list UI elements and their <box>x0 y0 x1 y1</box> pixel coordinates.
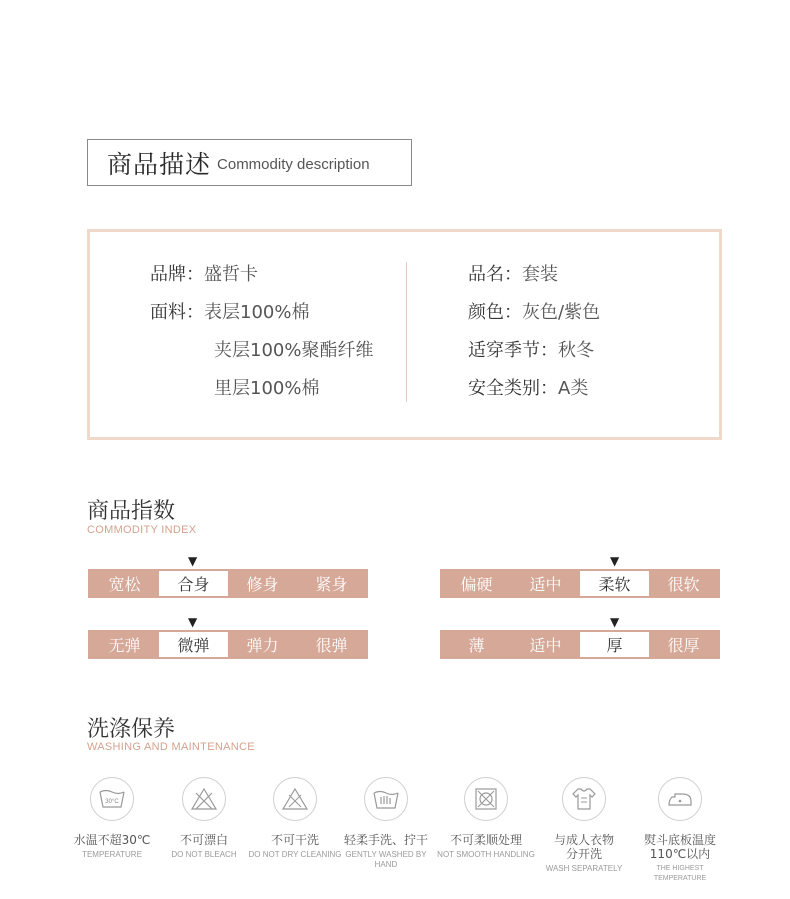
elasticity-indicator-icon: ▼ <box>188 615 198 629</box>
no-bleach-icon <box>182 777 226 821</box>
safety-value: A类 <box>558 378 589 399</box>
thickness-option: 厚 <box>580 632 649 657</box>
no-tumble-label-cn: 不可柔顺处理 <box>449 833 522 847</box>
elasticity-bar <box>88 630 368 659</box>
safety-row <box>468 370 600 408</box>
temperature-label-en: TEMPERATURE <box>82 850 142 859</box>
elasticity-option: 微弹 <box>159 632 228 657</box>
wash-item-no-dry-clean <box>245 777 345 860</box>
wash-separately-icon <box>562 777 606 821</box>
thickness-option: 适中 <box>529 636 562 655</box>
hardness-indicator-icon: ▼ <box>610 554 620 568</box>
fit-option: 合身 <box>159 571 228 596</box>
no-dry-clean-icon <box>273 777 317 821</box>
no-dry-clean-label-en: DO NOT DRY CLEANING <box>248 850 342 859</box>
hardness-option: 柔软 <box>580 571 649 596</box>
info-divider <box>406 262 407 402</box>
brand-value: 盛哲卡 <box>204 264 258 285</box>
separately-label-en: WASH SEPARATELY <box>545 864 623 873</box>
fabric-row <box>150 294 373 332</box>
wash-item-no-tumble <box>436 777 536 860</box>
no-tumble-label-en: NOT SMOOTH HANDLING <box>437 850 535 859</box>
brand-label: 品牌： <box>150 264 204 285</box>
color-row <box>468 294 600 332</box>
fit-option: 修身 <box>246 575 279 594</box>
name-value: 套装 <box>522 264 558 285</box>
name-row <box>468 256 600 294</box>
hardness-option: 适中 <box>529 575 562 594</box>
iron-label-cn: 熨斗底板温度110℃以内 <box>643 833 716 861</box>
no-bleach-label-cn: 不可漂白 <box>179 833 228 847</box>
info-left-column <box>150 256 373 408</box>
product-info-box <box>87 229 722 440</box>
thickness-bar <box>440 630 720 659</box>
fit-indicator-icon: ▼ <box>188 554 198 568</box>
hand-wash-icon <box>364 777 408 821</box>
thickness-indicator-icon: ▼ <box>610 615 620 629</box>
color-value: 灰色/紫色 <box>522 302 601 323</box>
safety-label: 安全类别： <box>468 378 558 399</box>
no-tumble-icon <box>464 777 508 821</box>
info-right-column <box>468 256 600 408</box>
wash-item-hand-wash <box>336 777 436 870</box>
wash-section-title: 洗涤保养 <box>87 717 176 742</box>
brand-row <box>150 256 373 294</box>
fabric-line-2: 夹层100%聚酯纤维 <box>214 340 374 361</box>
wash-item-temperature <box>62 777 162 860</box>
season-value: 秋冬 <box>558 340 594 361</box>
fit-option: 宽松 <box>108 575 141 594</box>
no-dry-clean-label-cn: 不可干洗 <box>270 833 319 847</box>
iron-label-en: THE HIGHEST TEMPERATURE <box>653 865 707 882</box>
name-label: 品名： <box>468 264 522 285</box>
hardness-option: 很软 <box>667 575 700 594</box>
separately-label-cn: 与成人衣物分开洗 <box>553 833 614 861</box>
iron-temperature-icon <box>658 777 702 821</box>
season-label: 适穿季节： <box>468 340 558 361</box>
fit-option: 紧身 <box>315 575 348 594</box>
thickness-option: 薄 <box>468 636 485 655</box>
elasticity-option: 很弹 <box>315 636 348 655</box>
description-title-en: Commodity description <box>217 156 370 173</box>
temperature-icon-text: 30°C <box>105 799 119 805</box>
wash-item-iron <box>630 777 730 884</box>
elasticity-option: 无弹 <box>108 636 141 655</box>
fabric-label: 面料： <box>150 302 204 323</box>
hand-wash-label-cn: 轻柔手洗、拧干 <box>343 833 428 847</box>
fabric-line-3: 里层100%棉 <box>214 378 320 399</box>
hardness-option: 偏硬 <box>460 575 493 594</box>
index-section-title: 商品指数 <box>87 499 176 524</box>
no-bleach-label-en: DO NOT BLEACH <box>171 850 237 859</box>
thickness-option: 很厚 <box>667 636 700 655</box>
fabric-line-1: 表层100%棉 <box>204 302 310 323</box>
fit-bar <box>88 569 368 598</box>
wash-section-subtitle: WASHING AND MAINTENANCE <box>87 741 255 753</box>
season-row <box>468 332 600 370</box>
temperature-label-cn: 水温不超30℃ <box>73 833 151 847</box>
temperature-30-icon <box>90 777 134 821</box>
wash-item-no-bleach <box>154 777 254 860</box>
description-title-cn: 商品描述 <box>107 149 212 179</box>
elasticity-option: 弹力 <box>246 636 279 655</box>
index-section-subtitle: COMMODITY INDEX <box>87 524 197 536</box>
hand-wash-label-en: GENTLY WASHED BY HAND <box>345 850 427 869</box>
description-header <box>87 139 412 186</box>
color-label: 颜色： <box>468 302 522 323</box>
wash-item-separately <box>534 777 634 874</box>
hardness-bar <box>440 569 720 598</box>
